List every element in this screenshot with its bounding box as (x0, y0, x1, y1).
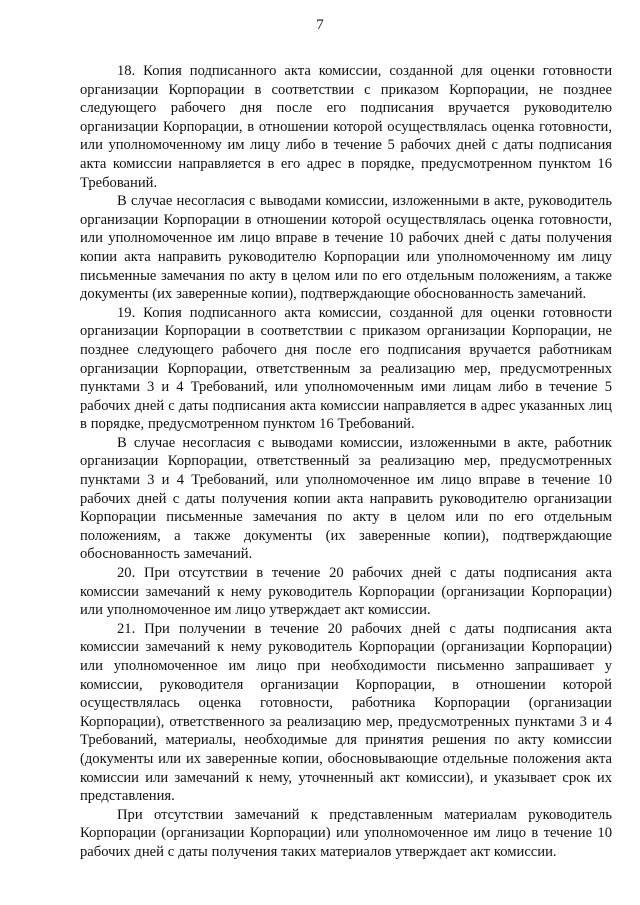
paragraph-19: 19. Копия подписанного акта комиссии, созданной для оценки готовности организации Корпорации в соответствии с приказом организации Корпорации, не позднее следующего рабочего дня после его подписания вручается работникам организации Корпорации, ответственным за реализацию мер, предусмотренных пунктами 3 и 4 Требований, или уполномоченным ими лицам либо в течение 5 рабочих дней с даты подписания акта комиссии направляется в адрес указанных лиц в порядке, предусмотренном пунктом 16 Требований. (80, 304, 612, 433)
document-body (80, 62, 612, 862)
paragraph-20: 20. При отсутствии в течение 20 рабочих дней с даты подписания акта комиссии замечаний к нему руководитель Корпорации (организации Корпорации) или уполномоченное им лицо утверждает акт комиссии. (80, 565, 612, 619)
paragraph-18: 18. Копия подписанного акта комиссии, созданной для оценки готовности организации Корпорации в соответствии с приказом Корпорации, не позднее следующего рабочего дня после его подписания вручается руководителю организации Корпорации, в отношении которой осуществлялась оценка готовности, или уполномоченному им лицу либо в течение 5 рабочих дней с даты подписания акта комиссии направляется в его адрес в порядке, предусмотренном пунктом 16 Требований. (80, 63, 612, 191)
paragraph-21-no-remarks: При отсутствии замечаний к представленным материалам руководитель Корпорации (организации Корпорации) или уполномоченное им лицо в течение 10 рабочих дней с даты получения таких материалов утверждает акт комиссии. (80, 806, 612, 860)
paragraph-21: 21. При получении в течение 20 рабочих дней с даты подписания акта комиссии замечаний к нему руководитель Корпорации (организации Корпорации) или уполномоченное им лицо при необходимости письменно запрашивает у комиссии, руководителя организации Корпорации, в отношении которой осуществлялась оценка готовности, работника Корпорации (организации Корпорации), ответственного за реализацию мер, предусмотренных пунктами 3 и 4 Требований, материалы, необходимые для принятия решения по акту комиссии (документы или их заверенные копии, обосновывающие отдельные положения акта комиссии или замечаний к нему, уточненный акт комиссии), и указывает срок их представления. (80, 620, 612, 805)
paragraph-19-disagreement: В случае несогласия с выводами комиссии, изложенными в акте, работник организации Корпорации, ответственный за реализацию мер, предусмотренных пунктами 3 и 4 Требований, или уполномоченное им лицо вправе в течение 10 рабочих дней с даты получения копии акта направить руководителю организации Корпорации письменные замечания по акту в целом или по его отдельным положениям, а также документы (их заверенные копии), подтверждающие обоснованность замечаний. (80, 434, 612, 563)
paragraph-18-disagreement: В случае несогласия с выводами комиссии, изложенными в акте, руководитель организации Корпорации в отношении которой осуществлялась оценка готовности, или уполномоченное им лицо вправе в течение 10 рабочих дней с даты получения копии акта направить руководителю Корпорации или уполномоченному им лицу письменные замечания по акту в целом или по его отдельным положениям, а также документы (их заверенные копии), подтверждающие обоснованность замечаний. (80, 193, 612, 303)
page-number: 7 (316, 17, 324, 33)
